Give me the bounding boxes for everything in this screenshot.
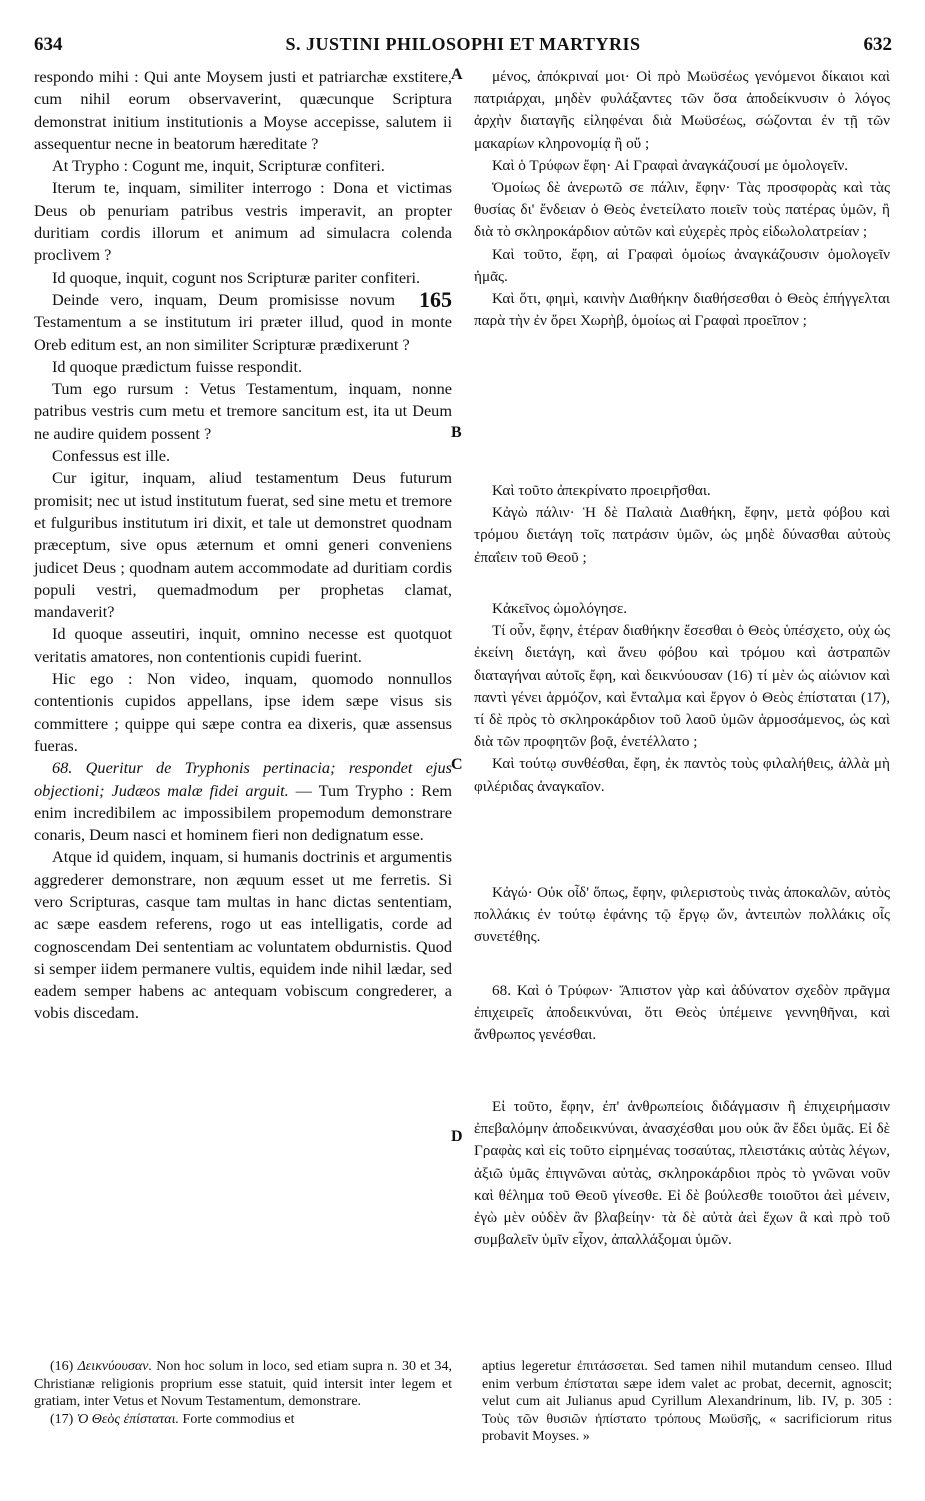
margin-marker-c: C bbox=[451, 756, 463, 773]
page-header bbox=[34, 34, 892, 58]
footnotes-right bbox=[482, 1358, 892, 1446]
greek-block-2 bbox=[474, 480, 890, 569]
margin-marker-d: D bbox=[451, 1128, 463, 1145]
latin-paragraph: Id quoque asseutiri, inquit, omnino necesse est quotquot veritatis amatores, non contentionis cupidi fuerint. bbox=[34, 624, 452, 666]
running-title: S. JUSTINI PHILOSOPHI ET MARTYRIS bbox=[285, 34, 641, 54]
footnotes-left bbox=[34, 1358, 452, 1428]
greek-block-1 bbox=[474, 66, 890, 332]
margin-marker-a: A bbox=[451, 66, 463, 83]
greek-paragraph: Κἀγὼ πάλιν· Ἡ δὲ Παλαιὰ Διαθήκη, ἔφην, μετὰ φόβου καὶ τρόμου διετάγη τοῖς πατράσιν ὑμῶν, ὡς μηδὲ δύνασθαι αὐτοὺς ἐπαΐειν τοῦ Θεοῦ ; bbox=[474, 504, 890, 566]
greek-paragraph: Κἀκεῖνος ὡμολόγησε. bbox=[492, 600, 628, 617]
greek-block-3 bbox=[474, 598, 890, 798]
greek-paragraph: μένος, ἀπόκριναί μοι· Οἱ πρὸ Μωϋσέως γενόμενοι δίκαιοι καὶ πατριάρχαι, μηδὲν φυλάξαντες τῶν ὅσα ἀποδείκνυσιν ὁ λόγος ἀρχὴν διαταγῆς εἰληφέναι διὰ Μωϋσέως, σώζονται ἐν τῇ τῶν μακαρίων κληρονομίᾳ ἢ οὔ ; bbox=[474, 68, 890, 152]
greek-paragraph: Καὶ τοῦτο ἀπεκρίνατο προειρῆσθαι. bbox=[492, 482, 711, 499]
greek-paragraph: Κἀγώ· Οὐκ οἶδ' ὅπως, ἔφην, φιλεριστοὺς τινὰς ἀποκαλῶν, αὐτὸς πολλάκις ἐν τούτῳ ἐφάνης τῷ ἔργῳ ὤν, ἀντειπὼν πολλάκις οἷς συνετέθης. bbox=[474, 884, 890, 946]
latin-paragraph: Tum ego rursum : Vetus Testamentum, inquam, nonne patribus vestris cum metu et tremore sancitum est, ita ut Deum ne audire quidem possent ? bbox=[34, 379, 452, 443]
page-number-left: 634 bbox=[34, 34, 63, 55]
greek-block-4 bbox=[474, 882, 890, 949]
greek-paragraph: 68. Καὶ ὁ Τρύφων· Ἄπιστον γὰρ καὶ ἀδύνατον σχεδὸν πρᾶγμα ἐπιχειρεῖς ἀποδεικνύναι, ὅτι Θεὸς ὑπέμεινε γεννηθῆναι, καὶ ἄνθρωπος γενέσθαι. bbox=[474, 982, 890, 1044]
greek-paragraph: Καὶ τοῦτο, ἔφη, αἱ Γραφαὶ ὁμοίως ἀναγκάζουσιν ὁμολογεῖν ἡμᾶς. bbox=[474, 245, 890, 285]
latin-paragraph: Hic ego : Non video, inquam, quomodo nonnullos contentionis cupidos appellans, ipse idem sæpe visus sis committere ; quippe qui sæpe contra ea dixeris, quæ assensus fueras. bbox=[34, 669, 452, 755]
footnote-text: Forte commodius et bbox=[182, 1411, 295, 1427]
footnote-17-continued: aptius legeretur ἐπιτάσσεται. Sed tamen nihil mutandum censeo. Illud enim verbum ἐπίσταται sæpe idem valet ac probat, decernit, agnoscit; velut cum ait Julianus apud Cyrillum Alexandrinum, lib. IV, p. 305 : Τοὺς τῶν θυσιῶν ἠπίστατο τρόπους Μωϋσῆς, « sacrificiorum ritus probavit Moyses. » bbox=[482, 1359, 892, 1444]
chapter-heading: 68. Queritur de Tryphonis pertinacia; respondet ejus objectioni; Judæos malæ fidei arguit. bbox=[34, 758, 452, 800]
greek-paragraph: Καὶ ὁ Τρύφων ἔφη· Αἱ Γραφαὶ ἀναγκάζουσί με ὁμολογεῖν. bbox=[492, 156, 849, 174]
greek-paragraph: Καὶ ὅτι, φημὶ, καινὴν Διαθήκην διαθήσεσθαι ὁ Θεὸς ἐπήγγελται παρὰ τὴν ἐν ὄρει Χωρὴβ, ὁμοίως αἱ Γραφαὶ προεῖπον ; bbox=[474, 290, 890, 330]
latin-paragraph: Cur igitur, inquam, aliud testamentum Deus futurum promisit; nec ut istud institutum fuerat, sed sine metu et tremore et fulguribus institutum iri dixit, et tale ut demonstret quodnam præceptum, sive opus æternum et omni generi conveniens judicet Deus ; quodnam autem accommodate ad duritiam cordis populi vestri, quemadmodum per prophetas clamat, mandaverit? bbox=[34, 468, 452, 622]
footnote-mark: (17) bbox=[50, 1411, 74, 1427]
latin-paragraph-text: — Tum Trypho : Rem enim incredibilem ac impossibilem propemodum demonstrare conaris, Deum nasci et hominem fieri non dedignatum esse. bbox=[34, 780, 452, 845]
latin-paragraph bbox=[34, 286, 452, 356]
footnote-16 bbox=[34, 1358, 452, 1411]
footnote-mark: (16) bbox=[50, 1359, 74, 1374]
greek-paragraph: Τί οὖν, ἔφην, ἑτέραν διαθήκην ἔσεσθαι ὁ Θεὸς ὑπέσχετο, οὐχ ὡς ἐκείνη διετάγη, καὶ ἄνευ φόβου καὶ τρόμου καὶ ἀστραπῶν διαταγήναι αὐτοῖς ἔφη, καὶ δεικνύουσαν (16) τί μὲν ὡς αἰώνιον καὶ παντὶ γένει ἁρμόζον, καὶ ἔνταλμα καὶ ἔργον ὁ Θεὸς ἐπίσταται (17), τί δὲ πρὸς τὸ σκληροκάρδιον τοῦ λαοῦ ὑμῶν ἁρμοσάμενος, ὡς καὶ διὰ τῶν προφητῶν βοᾷ, ἐνετέλλατο ; bbox=[474, 622, 890, 751]
greek-paragraph: Ὁμοίως δὲ ἀνερωτῶ σε πάλιν, ἔφην· Τὰς προσφορὰς καὶ τὰς θυσίας δι' ἔνδειαν ὁ Θεὸς ἐνετείλατο ποιεῖν τοὺς πατέρας ὑμῶν, ἢ διὰ τὸ σκληροκάρδιον αὐτῶν καὶ εὐχερὲς πρὸς εἰδωλολατρείαν ; bbox=[474, 179, 890, 241]
margin-marker-b: B bbox=[451, 424, 462, 441]
page-number-right: 632 bbox=[863, 34, 892, 55]
footnote-lemma: Ὁ Θεὸς ἐπίσταται. bbox=[76, 1411, 180, 1427]
latin-paragraph bbox=[34, 757, 452, 846]
latin-paragraph: Iterum te, inquam, similiter interrogo : Dona et victimas Deus ob penuriam patribus vestris imperavit, an propter duritiam cordis illorum et animum ad simulacra colenda proclivem ? bbox=[34, 178, 452, 265]
section-number-165: 165 bbox=[419, 286, 452, 312]
footnote-lemma: Δεικνύουσαν. bbox=[77, 1359, 152, 1374]
latin-paragraph: Id quoque prædictum fuisse respondit. bbox=[52, 356, 303, 376]
latin-paragraph: Atque id quidem, inquam, si humanis doctrinis et argumentis aggrederer demonstrare, non æquum esset ut me ferretis. Si vero Scripturas, casque tam multas in hanc dictas sententiam, ac sæpe easdem referens, rogo ut eas intelligatis, corde ad cognoscendam Dei sententiam ac voluntatem obdurnistis. Quod si semper iidem permanere vultis, equidem inde nihil lædar, sed eadem semper habens ac antequam vobiscum congrederer, a vobis discedam. bbox=[34, 847, 452, 1023]
latin-paragraph: At Trypho : Cogunt me, inquit, Scripturæ confiteri. bbox=[52, 156, 385, 176]
latin-paragraph: Confessus est ille. bbox=[52, 446, 171, 466]
latin-paragraph: respondo mihi : Qui ante Moysem justi et patriarchæ exstitere, cum nihil eorum observaverint, quæcunque Scriptura demonstrat initium institutionis a Moyse accepisse, salutem ii assequentur necne in beatorum hæreditate ? bbox=[34, 67, 452, 153]
footnote-text: Non hoc solum in loco, sed etiam supra n. 30 et 34, Christianæ religionis proprium esse statuit, quid intersit inter legem et gratiam, inter Vetus et Novum Testamentum, demonstrare. bbox=[34, 1359, 453, 1409]
greek-block-6 bbox=[474, 1096, 890, 1251]
greek-block-5 bbox=[474, 980, 890, 1047]
latin-paragraph: Id quoque, inquit, cogunt nos Scripturæ pariter confiteri. bbox=[52, 267, 421, 287]
latin-column bbox=[34, 66, 452, 1025]
greek-paragraph: Καὶ τούτῳ συνθέσθαι, ἔφη, ἐκ παντὸς τοὺς φιλαλήθεις, ἀλλὰ μὴ φιλέριδας ἀναγκαῖον. bbox=[474, 755, 890, 795]
greek-paragraph: Εἰ τοῦτο, ἔφην, ἐπ' ἀνθρωπείοις διδάγμασιν ἢ ἐπιχειρήμασιν ἐπεβαλόμην ἀποδεικνύναι, ἀνασχέσθαι μου οὐκ ἂν ἔδει ὑμᾶς. Εἰ δὲ Γραφὰς καὶ εἰς τοῦτο εἰρημένας τοσαύτας, πλειστάκις αὐτὰς λέγων, ἀξιῶ ὑμᾶς ἐπιγνῶναι αὐτὰς, σκληροκάρδιοι πρὸς τὸ γνῶναι νοῦν καὶ θέλημα τοῦ Θεοῦ γίνεσθε. Εἰ δὲ βούλεσθε τοιοῦτοι ἀεὶ μένειν, ἐγὼ μὲν οὐδὲν ἂν βλαβείην· τὰ δὲ αὐτὰ ἀεὶ ἔχων ἃ καὶ πρὸ τοῦ συμβαλεῖν ὑμῖν εἶχον, ἀπαλλάξομαι ὑμῶν. bbox=[474, 1098, 890, 1249]
footnote-17 bbox=[34, 1411, 452, 1429]
latin-paragraph-text: Deinde vero, inquam, Deum promisisse novum Testamentum a se institutum iri præter illud, quod in monte Oreb editum est, an non similiter Scripturæ prædixerunt ? bbox=[34, 289, 452, 354]
